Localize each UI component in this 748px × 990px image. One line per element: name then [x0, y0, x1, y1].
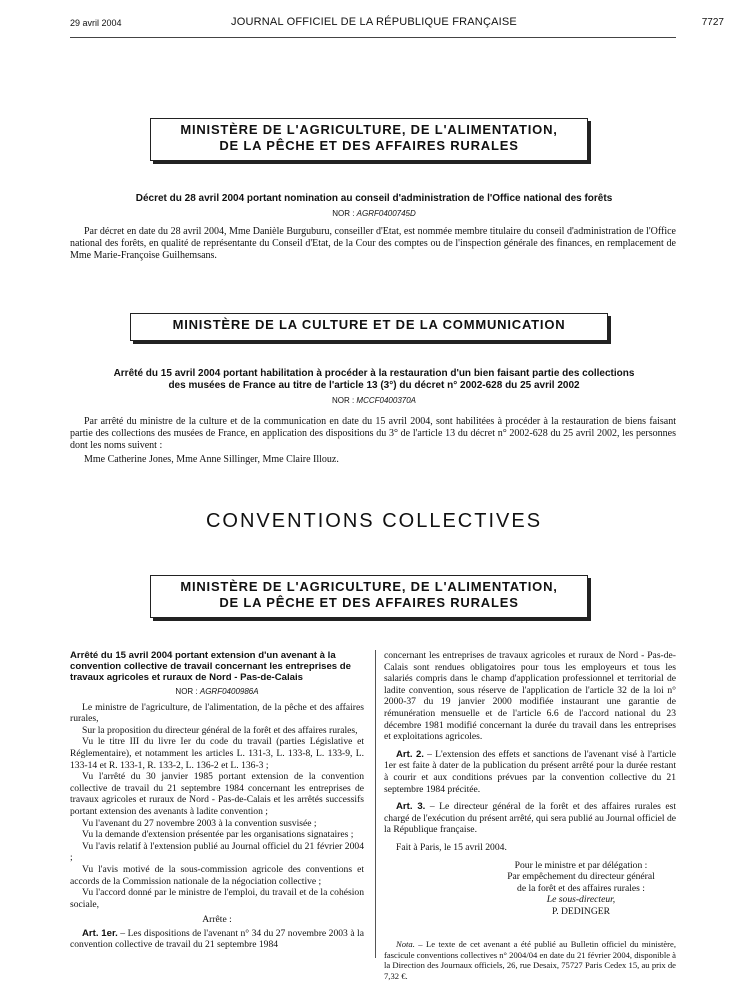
article-3: Art. 3. – Le directeur général de la forêt et des affaires rurales est chargé de l'exécution du présent arrêté, qui sera publié au Journal officiel de la République française.	[384, 801, 677, 836]
arrete-agri-nor: NOR : AGRF0400986A	[175, 687, 259, 696]
nota-note: Nota. – Le texte de cet avenant a été publié au Bulletin officiel du ministère, fascicule conventions collectives n° 2004/04 en date du 21 février 2004, disponible à la Direction des Journaux officiels, 26, rue Desaix, 75727 Paris Cedex 15, au prix de 7,32 €.	[384, 939, 676, 981]
left-column	[70, 650, 364, 951]
article-2: Art. 2. – L'extension des effets et sanctions de l'avenant visé à l'article 1er est faite à dater de la publication du présent arrêté pour la durée restant à courir et aux conditions prévues par la convention collective du 21 septembre 1984 précitée.	[384, 748, 676, 795]
ministry-line: MINISTÈRE DE LA CULTURE ET DE LA COMMUNICATION	[172, 317, 566, 332]
visa-paragraph: Vu la demande d'extension présentée par les organisations signataires ;	[82, 829, 354, 841]
ministry-line: DE LA PÊCHE ET DES AFFAIRES RURALES	[219, 595, 519, 610]
arrete-culture-title: Arrêté du 15 avril 2004 portant habilitation à procéder à la restauration d'un bien faisant partie des collections des musées de France au titre de l'article 13 (3°) du décret n° 2002-628 du 25 avril 2002	[113, 368, 635, 391]
fait-a-paris: Fait à Paris, le 15 avril 2004.	[396, 841, 507, 853]
visa-paragraph: Sur la proposition du directeur général de la forêt et des affaires rurales,	[82, 724, 358, 736]
arrete-agri-title: Arrêté du 15 avril 2004 portant extension d'un avenant à la convention collective de travail concernant les entreprises de travaux agricoles et ruraux de Nord - Pas-de-Calais	[70, 650, 351, 683]
ministry-line: DE LA PÊCHE ET DES AFFAIRES RURALES	[219, 138, 519, 153]
visa-paragraph: Vu l'avenant du 27 novembre 2003 à la convention susvisée ;	[82, 817, 317, 829]
ministry-box-agriculture	[150, 118, 588, 161]
visa-paragraph: Vu l'avis relatif à l'extension publié au Journal officiel du 21 février 2004 ;	[70, 840, 364, 864]
visa-paragraph: Vu le titre III du livre Ier du code du travail (parties Législative et Réglementaire), et notamment les articles L. 131-3, L. 133-8, L. 133-9, L. 133-14 et R. 133-1, R. 133-2, L. 136-2 et L. 136-3 ;	[70, 736, 364, 771]
section-title-conventions: CONVENTIONS COLLECTIVES	[205, 510, 543, 532]
article-1: Art. 1er. – Les dispositions de l'avenant n° 34 du 27 novembre 2003 à la convention collective de travail du 21 septembre 1984	[70, 927, 364, 951]
journal-title: JOURNAL OFFICIEL DE LA RÉPUBLIQUE FRANÇAISE	[231, 16, 517, 28]
ministry-line: MINISTÈRE DE L'AGRICULTURE, DE L'ALIMENTATION,	[180, 122, 558, 137]
visa-paragraph: Vu l'avis motivé de la sous-commission agricole des conventions et accords de la Commission nationale de la négociation collective ;	[70, 863, 364, 887]
decree-nor: NOR : AGRF0400745D	[332, 209, 416, 218]
visa-paragraph: Le ministre de l'agriculture, de l'alimentation, de la pêche et des affaires rurales,	[70, 701, 364, 725]
decree-title: Décret du 28 avril 2004 portant nomination au conseil d'administration de l'Office national des forêts	[135, 193, 613, 204]
visa-paragraph: Vu l'arrêté du 30 janvier 1985 portant extension de la convention collective de travail du 21 septembre 1984 concernant les entreprises de travaux agricoles et ruraux de Nord - Pas-de-Calais et les arrêtés successifs portant extension des avenants à ladite convention ;	[70, 771, 364, 817]
decree-text: Par décret en date du 28 avril 2004, Mme Danièle Burguburu, conseiller d'Etat, est nommée membre titulaire du conseil d'administration de l'Office national des forêts, en qualité de représentante du Conseil d'Etat, de la Cour des comptes ou de l'inspection générale des finances, en remplacement de Mme Marie-Françoise Guilhemsans.	[70, 226, 676, 261]
article-1-continued: concernant les entreprises de travaux agricoles et ruraux de Nord - Pas-de-Calais sont rendues obligatoires pour tous les employeurs et tous les salariés compris dans le champ d'application professionnel et territorial de ladite convention, sous réserve de l'application de l'article 32 de la loi n° 2000-37 du 19 janvier 2000 modifiée instaurant une garantie de rémunération mensuelle et de l'article 6.6 de l'accord national du 23 décembre 1981 modifié concernant la durée du travail dans les entreprises et exploitations agricoles.	[384, 650, 676, 743]
ministry-line: MINISTÈRE DE L'AGRICULTURE, DE L'ALIMENTATION,	[180, 579, 558, 594]
ministry-box-agriculture-2	[150, 575, 588, 618]
arrete-culture-nor: NOR : MCCF0400370A	[331, 396, 417, 405]
page-header	[0, 14, 748, 34]
header-date: 29 avril 2004	[70, 18, 122, 28]
restorer-names: Mme Catherine Jones, Mme Anne Sillinger, Mme Claire Illouz.	[84, 454, 339, 465]
visa-paragraph: Vu l'accord donné par le ministre de l'emploi, du travail et de la cohésion sociale,	[70, 887, 364, 910]
arrete-culture-text: Par arrêté du ministre de la culture et de la communication en date du 15 avril 2004, sont habilitées à procéder à la restauration de biens faisant partie des collections des musées de France, en application des dispositions du 3° de l'article 13 du décret n° 2002-628 du 25 avril 2002, les personnes dont les noms suivent : Mme Catherine Jones, Mme Anne Sillinger, Mme Claire Illouz.	[70, 416, 676, 465]
ministry-box-culture	[130, 313, 608, 341]
column-divider	[375, 650, 376, 958]
signature-block: Pour le ministre et par délégation : Par empêchement du directeur général de la forêt et des affaires rurales : Le sous-directeur, P. DEDINGER	[507, 859, 655, 917]
page-number: 7727	[701, 17, 724, 28]
arrete-label: Arrête :	[202, 914, 232, 926]
right-column	[384, 650, 676, 981]
header-rule	[70, 37, 676, 38]
